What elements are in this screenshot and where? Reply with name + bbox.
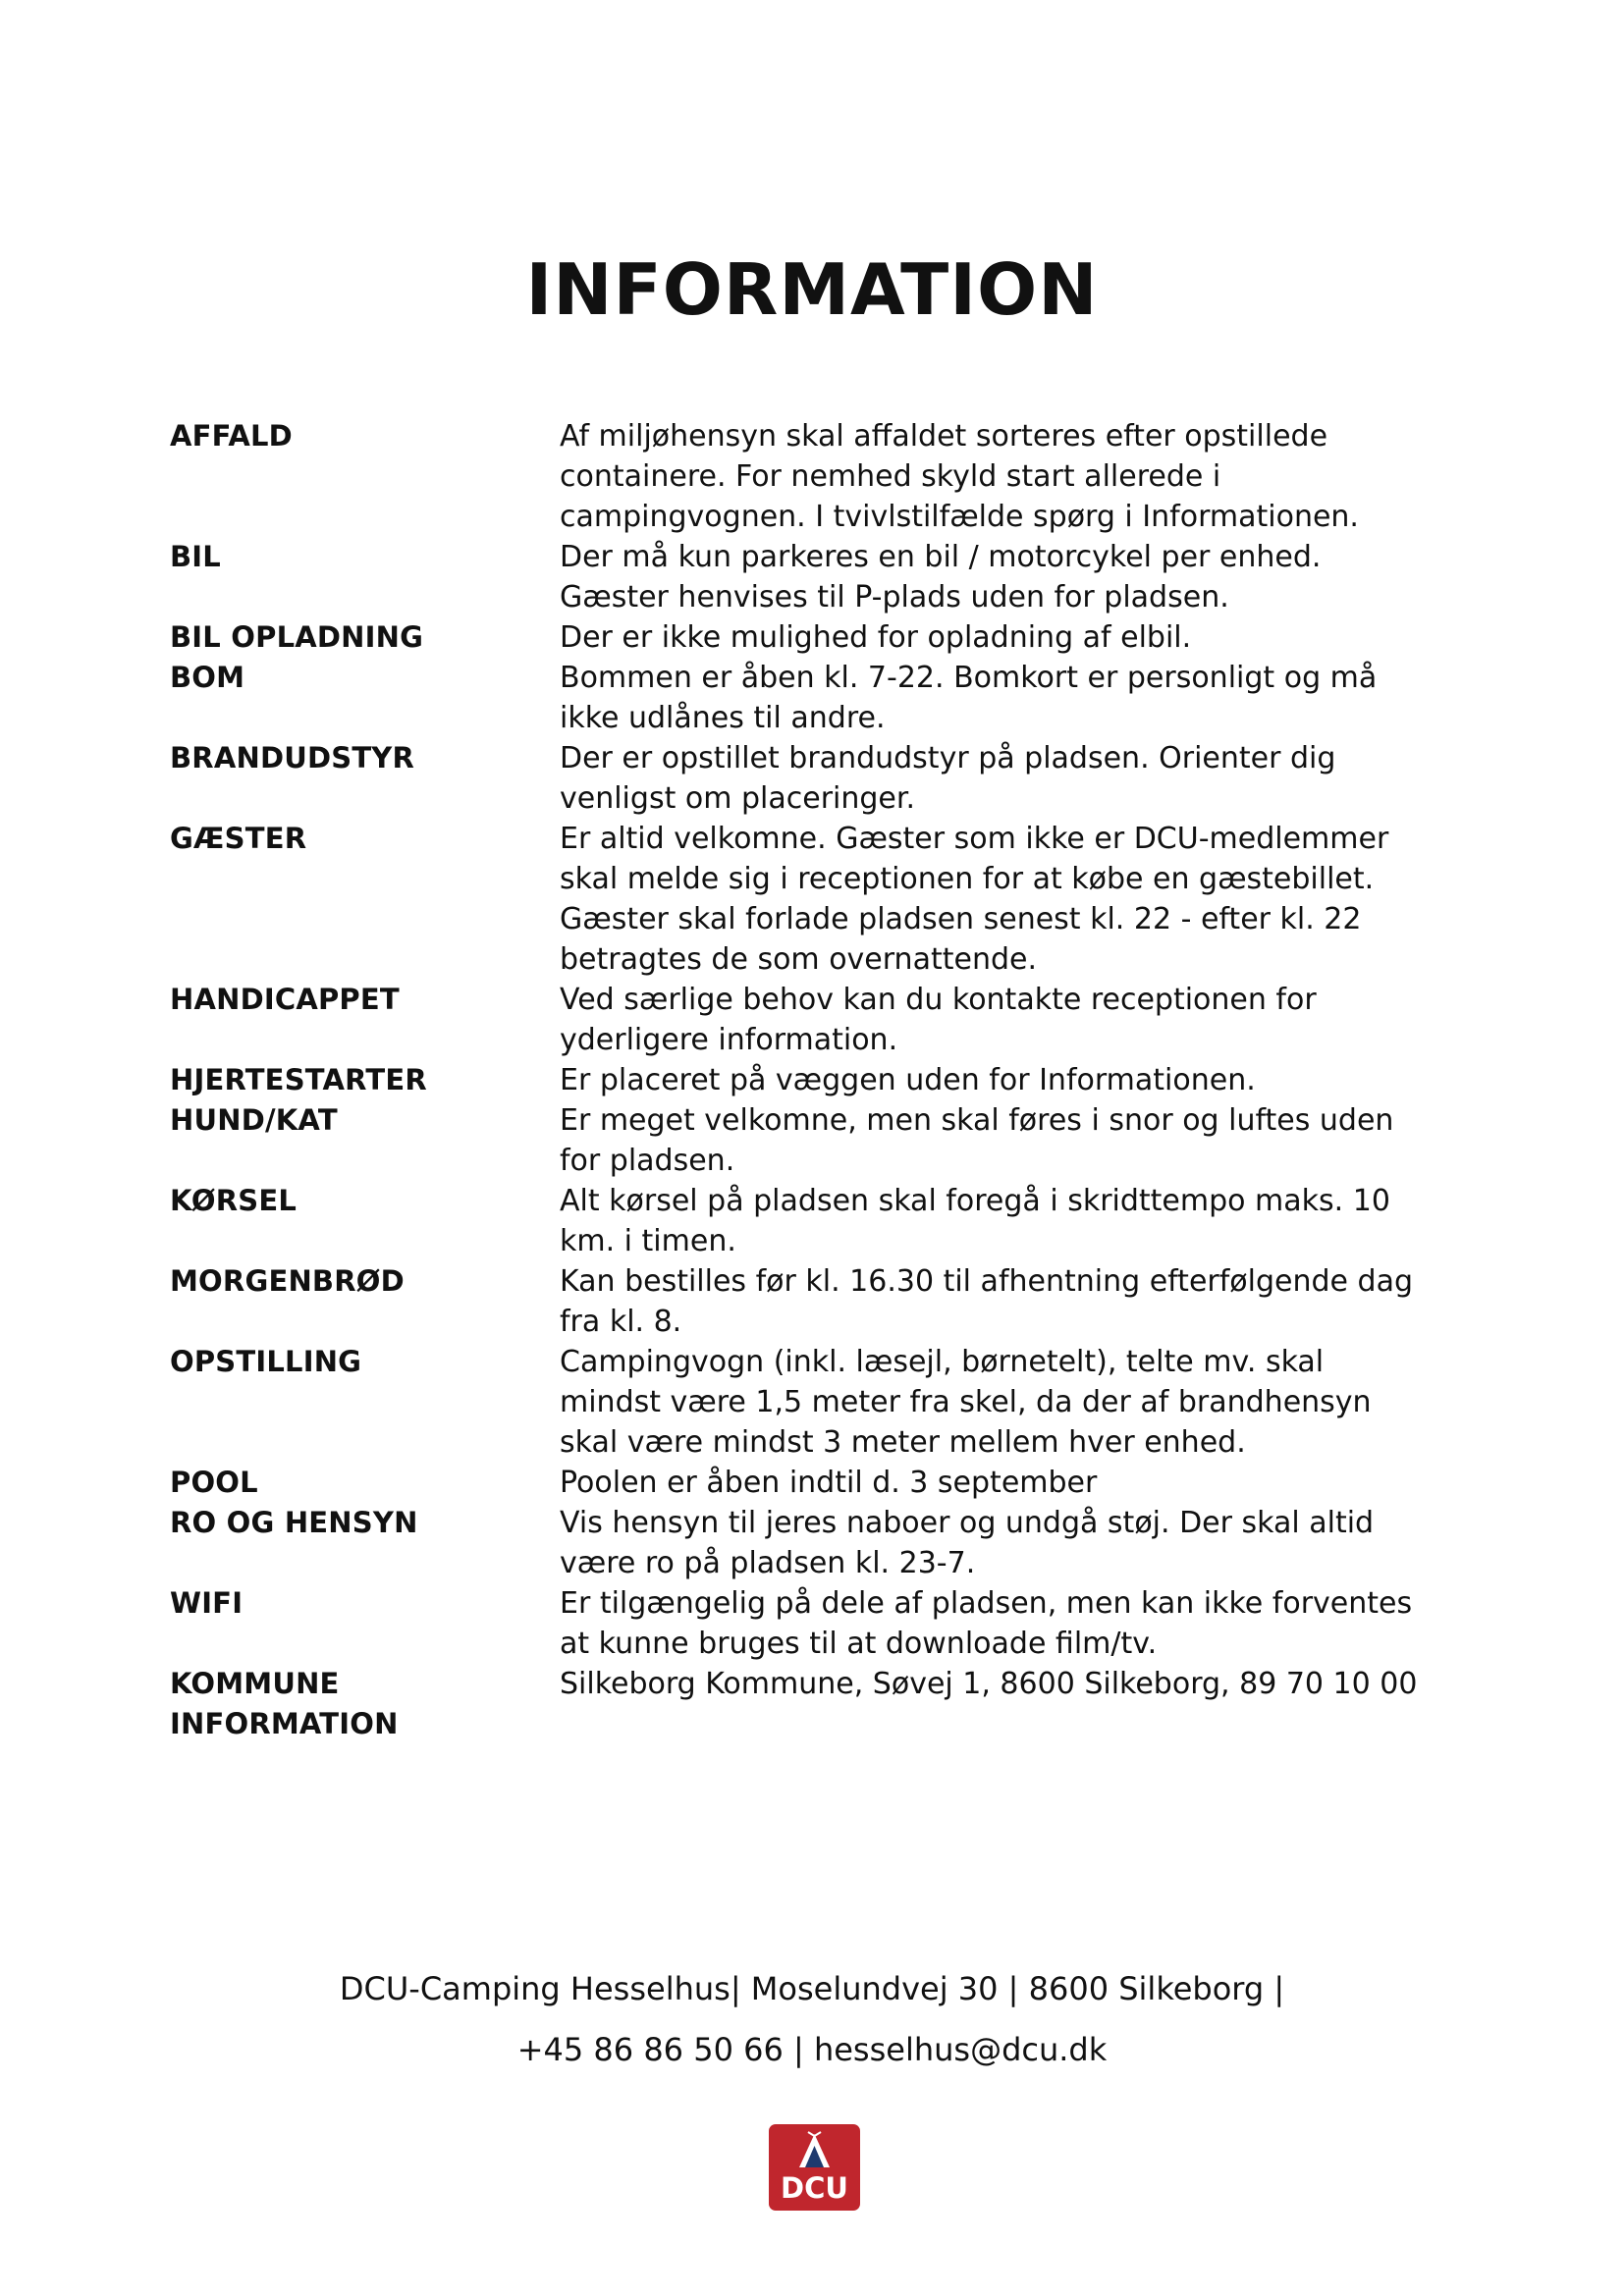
info-row-koersel — [170, 1181, 1486, 1261]
term-label: WIFI — [170, 1586, 244, 1620]
info-row-morgenbroed — [170, 1261, 1486, 1342]
footer-address: DCU-Camping Hesselhus| Moselundvej 30 | 8600 Silkeborg | — [339, 1970, 1285, 2007]
term-description: Er altid velkomne. Gæster som ikke er DCU-medlemmer skal melde sig i receptionen for at købe en gæstebillet. Gæster skal forlade pladsen senest kl. 22 - efter kl. 22 betragtes de som overnattende. — [560, 822, 1389, 977]
info-row-gaester — [170, 819, 1486, 980]
term-label: HJERTESTARTER — [170, 1063, 427, 1096]
term-description: Alt kørsel på pladsen skal foregå i skridttempo maks. 10 km. i timen. — [560, 1184, 1390, 1258]
info-row-hjertestarter — [170, 1060, 1486, 1100]
info-row-ro-og-hensyn — [170, 1503, 1486, 1583]
term-description: Campingvogn (inkl. læsejl, børnetelt), telte mv. skal mindst være 1,5 meter fra skel, da der af brandhensyn skal være mindst 3 meter mellem hver enhed. — [560, 1345, 1372, 1460]
term-description: Ved særlige behov kan du kontakte receptionen for yderligere information. — [560, 983, 1317, 1057]
term-description: Vis hensyn til jeres naboer og undgå støj. Der skal altid være ro på pladsen kl. 23-7. — [560, 1506, 1375, 1580]
term-description: Silkeborg Kommune, Søvej 1, 8600 Silkeborg, 89 70 10 00 — [560, 1667, 1418, 1701]
page-title: INFORMATION — [525, 248, 1099, 331]
term-description: Der må kun parkeres en bil / motorcykel per enhed. Gæster henvises til P-plads uden for pladsen. — [560, 540, 1322, 614]
term-label: BOM — [170, 661, 245, 694]
info-row-opstilling — [170, 1342, 1486, 1463]
info-row-brandudstyr — [170, 738, 1486, 819]
dcu-logo — [769, 2124, 860, 2211]
info-list — [170, 416, 1486, 1744]
logo-text: DCU — [781, 2171, 848, 2205]
term-label: BIL — [170, 540, 221, 573]
term-label: KØRSEL — [170, 1184, 298, 1217]
info-row-bil — [170, 537, 1486, 617]
footer-contact: +45 86 86 50 66 | hesselhus@dcu.dk — [516, 2031, 1108, 2068]
term-label: OPSTILLING — [170, 1345, 362, 1378]
info-row-kommune-information — [170, 1664, 1486, 1744]
term-description: Er placeret på væggen uden for Informationen. — [560, 1063, 1256, 1097]
term-description: Kan bestilles før kl. 16.30 til afhentning efterfølgende dag fra kl. 8. — [560, 1264, 1414, 1339]
term-label: KOMMUNE INFORMATION — [170, 1667, 399, 1740]
info-row-affald — [170, 416, 1486, 537]
term-label: GÆSTER — [170, 822, 307, 855]
term-label: POOL — [170, 1466, 258, 1499]
term-description: Der er ikke mulighed for opladning af elbil. — [560, 620, 1192, 655]
term-label: RO OG HENSYN — [170, 1506, 418, 1539]
term-label: HUND/KAT — [170, 1103, 338, 1137]
term-description: Er meget velkomne, men skal føres i snor og luftes uden for pladsen. — [560, 1103, 1394, 1178]
info-row-handicappet — [170, 980, 1486, 1060]
term-description: Er tilgængelig på dele af pladsen, men kan ikke forventes at kunne bruges til at downloade film/tv. — [560, 1586, 1413, 1661]
info-row-wifi — [170, 1583, 1486, 1664]
info-row-bom — [170, 658, 1486, 738]
term-label: AFFALD — [170, 419, 293, 453]
term-description: Bommen er åben kl. 7-22. Bomkort er personligt og må ikke udlånes til andre. — [560, 661, 1378, 735]
info-row-pool — [170, 1463, 1486, 1503]
term-label: BRANDUDSTYR — [170, 741, 415, 774]
term-description: Der er opstillet brandudstyr på pladsen. Orienter dig venligst om placeringer. — [560, 741, 1336, 816]
info-row-bil-opladning — [170, 617, 1486, 658]
term-description: Af miljøhensyn skal affaldet sorteres efter opstillede containere. For nemhed skyld start allerede i campingvognen. I tvivlstilfælde spørg i Informationen. — [560, 419, 1359, 534]
term-label: BIL OPLADNING — [170, 620, 424, 654]
info-row-hund-kat — [170, 1100, 1486, 1181]
term-description: Poolen er åben indtil d. 3 september — [560, 1466, 1098, 1500]
term-label: HANDICAPPET — [170, 983, 400, 1016]
term-label: MORGENBRØD — [170, 1264, 405, 1298]
